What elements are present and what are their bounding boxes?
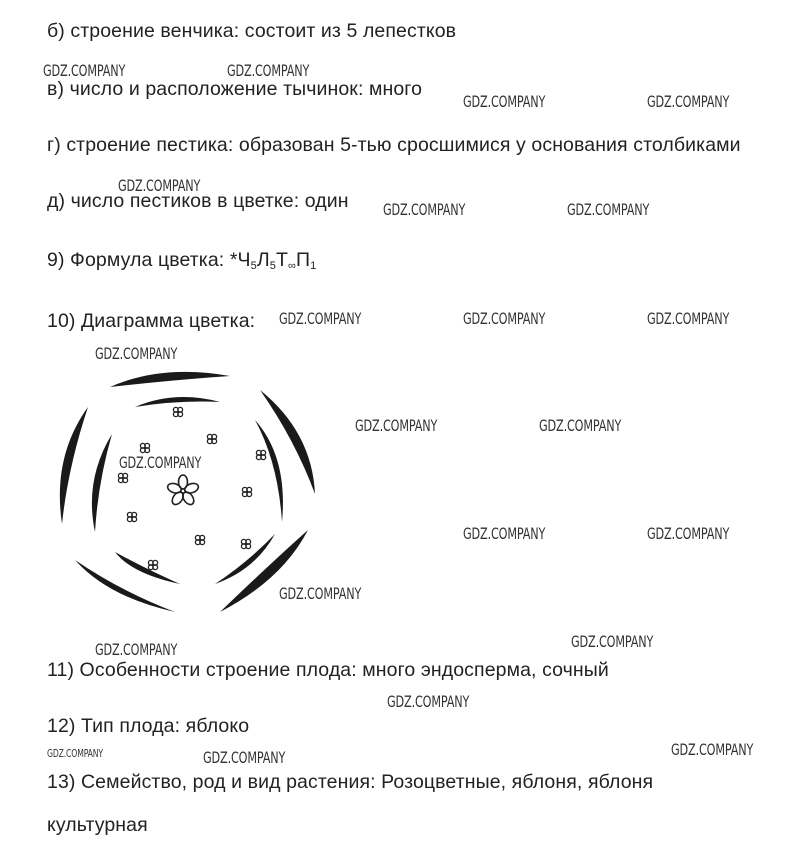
petals — [92, 397, 283, 584]
formula-calyx-sub: 5 — [250, 260, 257, 272]
formula-stamens: Т — [275, 249, 288, 271]
watermark: GDZ.COMPANY — [671, 740, 754, 759]
watermark: GDZ.COMPANY — [355, 416, 438, 435]
watermark: GDZ.COMPANY — [227, 61, 310, 80]
watermark: GDZ.COMPANY — [647, 309, 730, 328]
formula-stamens-sub: ∞ — [288, 260, 296, 272]
formula-calyx: Ч — [237, 249, 251, 271]
watermark: GDZ.COMPANY — [279, 584, 362, 603]
line-flower-formula — [47, 249, 316, 272]
line-family-cont: культурная — [47, 814, 148, 836]
line-corolla: б) строение венчика: состоит из 5 лепестков — [47, 20, 457, 42]
watermark: GDZ.COMPANY — [203, 748, 286, 767]
watermark: GDZ.COMPANY — [567, 200, 650, 219]
watermark: GDZ.COMPANY — [387, 692, 470, 711]
formula-pistil: П — [295, 249, 311, 271]
flower-diagram — [50, 362, 325, 622]
formula-corolla: Л — [256, 249, 270, 271]
watermark: GDZ.COMPANY — [95, 344, 178, 363]
watermark: GDZ.COMPANY — [279, 309, 362, 328]
line-pistil-count: д) число пестиков в цветке: один — [47, 190, 349, 212]
watermark: GDZ.COMPANY — [118, 176, 201, 195]
formula-pistil-sub: 1 — [310, 260, 317, 272]
watermark: GDZ.COMPANY — [571, 632, 654, 651]
watermark: GDZ.COMPANY — [539, 416, 622, 435]
line-pistil: г) строение пестика: образован 5-тью сросшимися у основания столбиками — [47, 134, 741, 156]
watermark: GDZ.COMPANY — [463, 524, 546, 543]
watermark: GDZ.COMPANY — [47, 747, 103, 760]
watermark: GDZ.COMPANY — [463, 309, 546, 328]
stamens — [118, 407, 265, 569]
formula-prefix: 9) Формула цветка: * — [47, 249, 238, 271]
line-fruit-type: 12) Тип плода: яблоко — [47, 715, 250, 737]
formula-corolla-sub: 5 — [269, 260, 276, 272]
line-stamens: в) число и расположение тычинок: много — [47, 78, 423, 100]
watermark: GDZ.COMPANY — [647, 92, 730, 111]
pistil — [166, 475, 199, 507]
line-diagram-heading: 10) Диаграмма цветка: — [47, 310, 256, 332]
watermark: GDZ.COMPANY — [383, 200, 466, 219]
line-fruit-features: 11) Особенности строение плода: много эндосперма, сочный — [47, 659, 609, 681]
watermark: GDZ.COMPANY — [119, 453, 202, 472]
watermark: GDZ.COMPANY — [43, 61, 126, 80]
watermark: GDZ.COMPANY — [463, 92, 546, 111]
line-family: 13) Семейство, род и вид растения: Розоцветные, яблоня, яблоня — [47, 771, 654, 793]
watermark: GDZ.COMPANY — [647, 524, 730, 543]
watermark: GDZ.COMPANY — [95, 640, 178, 659]
